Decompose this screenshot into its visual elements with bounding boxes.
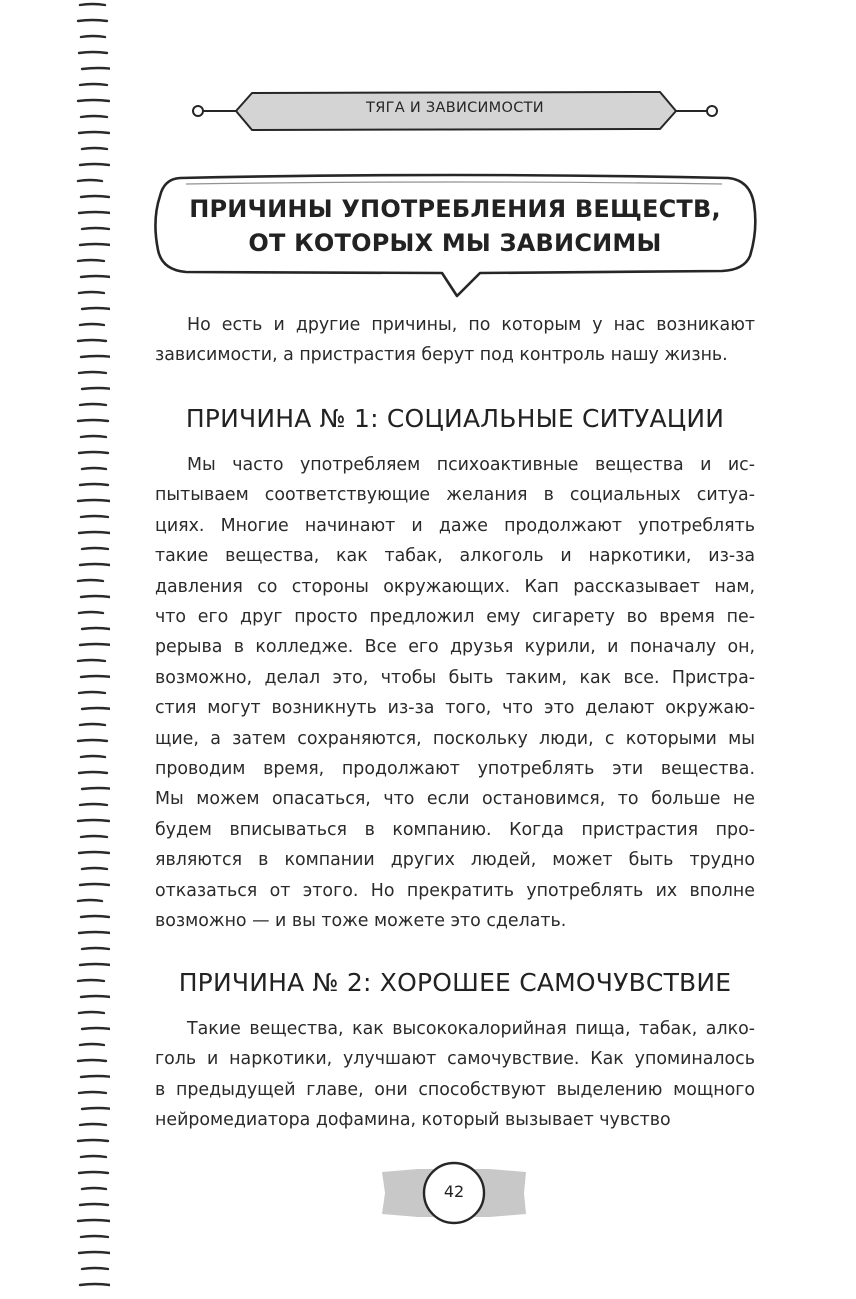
margin-dash	[78, 20, 107, 21]
margin-dash	[79, 212, 110, 213]
margin-dash	[80, 404, 106, 405]
margin-dash	[79, 1172, 108, 1173]
margin-dash	[78, 740, 107, 741]
margin-dash	[81, 116, 107, 117]
margin-dash	[80, 1284, 110, 1285]
margin-dash	[80, 1124, 106, 1125]
margin-dash	[81, 1076, 110, 1077]
text-line: Мы часто употребляем психоактивные вещества и ис-	[187, 455, 755, 475]
text-line: пытываем соответствующие желания в социальных ситуа-	[155, 485, 755, 506]
margin-dash	[82, 548, 108, 549]
text-line: будем вписываться в компанию. Когда пристрастия про-	[155, 819, 755, 840]
margin-dash	[81, 436, 106, 437]
text-line: проводим время, продолжают употреблять эти вещества.	[155, 759, 755, 780]
margin-dash	[81, 916, 109, 917]
reason-1-heading: ПРИЧИНА № 1: СОЦИАЛЬНЫЕ СИТУАЦИИ	[185, 404, 725, 433]
margin-dash	[78, 260, 104, 261]
text-line: Такие вещества, как высококалорийная пища, табак, алко-	[187, 1019, 755, 1039]
margin-dash	[78, 580, 103, 581]
margin-dash	[78, 420, 108, 421]
margin-dash	[80, 164, 109, 165]
margin-dash	[81, 516, 108, 517]
margin-dash	[82, 228, 109, 229]
margin-dash	[79, 612, 103, 613]
margin-dash	[79, 1012, 104, 1013]
margin-dash	[82, 468, 106, 469]
margin-dash	[80, 564, 110, 565]
margin-dash	[80, 324, 104, 325]
margin-dash	[82, 708, 110, 709]
margin-dash	[78, 1060, 106, 1061]
text-line: такие вещества, как табак, алкоголь и наркотики, из-за	[155, 546, 755, 567]
text-line: давления со стороны окружающих. Кап рассказывает нам,	[155, 576, 755, 597]
section-title-line-2: ОТ КОТОРЫХ МЫ ЗАВИСИМЫ	[248, 229, 662, 257]
margin-dash	[80, 4, 105, 5]
margin-dash	[81, 36, 105, 37]
margin-dash	[82, 868, 107, 869]
margin-dash	[79, 52, 107, 53]
margin-dash	[79, 292, 104, 293]
margin-dash	[81, 756, 105, 757]
margin-dash	[81, 196, 109, 197]
reason-2-paragraph	[155, 1014, 755, 1136]
margin-dash	[78, 660, 105, 661]
text-line: возможно — и вы тоже можете это сделать.	[155, 911, 567, 932]
margin-dash	[80, 84, 107, 85]
text-line: отказаться от этого. Но прекратить употреблять их вполне	[155, 880, 755, 901]
text-line: нейромедиатора дофамина, который вызывает чувство	[155, 1110, 671, 1131]
text-line: голь и наркотики, улучшают самочувствие. Как упоминалось	[155, 1049, 755, 1070]
margin-dash	[81, 996, 110, 997]
intro-paragraph	[155, 310, 755, 371]
margin-dash	[80, 484, 108, 485]
margin-dash	[82, 1028, 110, 1029]
margin-dash	[81, 1236, 108, 1237]
margin-dash	[78, 900, 102, 901]
reason-2-heading: ПРИЧИНА № 2: ХОРОШЕЕ САМОЧУВСТВИЕ	[178, 968, 732, 997]
margin-dash	[78, 980, 104, 981]
margin-dash	[82, 1188, 106, 1189]
text-line: щие, а затем сохраняются, поскольку люди, с которыми мы	[155, 728, 755, 749]
margin-dash	[80, 244, 110, 245]
margin-dash	[82, 948, 109, 949]
margin-dash	[81, 1156, 106, 1157]
margin-dash	[82, 388, 110, 389]
margin-dash	[82, 68, 110, 69]
margin-dash	[81, 676, 110, 677]
margin-dash	[82, 1108, 110, 1109]
margin-dash	[81, 356, 110, 357]
margin-dash	[81, 276, 110, 277]
text-line: являются в компании других людей, может быть трудно	[155, 850, 755, 871]
margin-dash	[79, 692, 105, 693]
text-line: зависимости, а пристрастия берут под контроль нашу жизнь.	[155, 345, 728, 366]
margin-dash	[78, 180, 102, 181]
margin-dash	[80, 1204, 108, 1205]
text-line: что его друг просто предложил ему сигарету во время пе-	[155, 607, 755, 628]
margin-dash	[78, 500, 110, 501]
text-line: в предыдущей главе, они способствуют выделению мощного	[155, 1079, 755, 1100]
margin-dash	[79, 372, 106, 373]
margin-dash	[79, 772, 107, 773]
page-number: 42	[443, 1182, 465, 1201]
left-margin-dashes	[70, 0, 110, 1299]
margin-dash	[78, 1140, 108, 1141]
section-title	[165, 192, 745, 260]
margin-dash	[82, 148, 107, 149]
text-line: рерыва в колледже. Все его друзья курили, и поначалу он,	[155, 637, 755, 658]
text-line: возможно, делал это, чтобы быть таким, как все. Пристра-	[155, 667, 755, 688]
margin-dash	[79, 532, 110, 533]
margin-dash	[82, 1268, 108, 1269]
margin-dash	[80, 1044, 104, 1045]
running-header: ТЯГА И ЗАВИСИМОСТИ	[366, 100, 544, 116]
margin-dash	[79, 932, 110, 933]
margin-dash	[82, 628, 110, 629]
margin-dash	[80, 724, 105, 725]
margin-dash	[80, 644, 110, 645]
margin-dash	[81, 596, 110, 597]
margin-dash	[78, 820, 109, 821]
margin-dash	[79, 452, 108, 453]
margin-dash	[79, 852, 109, 853]
margin-dash	[78, 1220, 110, 1221]
margin-dash	[81, 836, 107, 837]
reason-1-paragraph	[155, 450, 755, 937]
margin-dash	[82, 788, 110, 789]
margin-dash	[80, 964, 110, 965]
margin-dash	[78, 340, 106, 341]
text-line: Но есть и другие причины, по которым у нас возникают	[187, 315, 755, 335]
margin-dash	[82, 308, 110, 309]
margin-dash	[78, 100, 109, 101]
margin-dash	[80, 804, 107, 805]
margin-dash	[80, 884, 109, 885]
margin-dash	[79, 1092, 106, 1093]
section-title-line-1: ПРИЧИНЫ УПОТРЕБЛЕНИЯ ВЕЩЕСТВ,	[189, 195, 721, 223]
margin-dash	[79, 132, 109, 133]
text-line: стия могут возникнуть из-за того, что это делают окружаю-	[155, 698, 755, 719]
text-line: циях. Многие начинают и даже продолжают употреблять	[155, 515, 755, 536]
margin-dash	[79, 1252, 110, 1253]
text-line: Мы можем опасаться, что если остановимся, то больше не	[155, 789, 755, 810]
